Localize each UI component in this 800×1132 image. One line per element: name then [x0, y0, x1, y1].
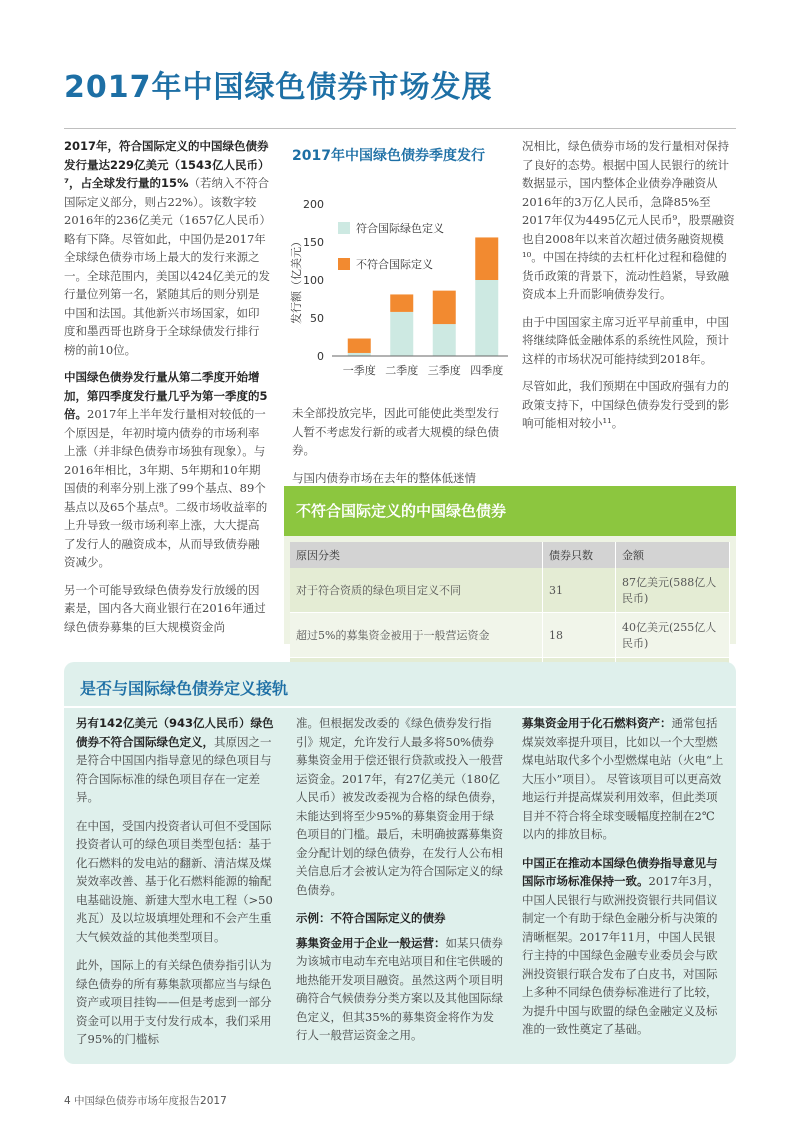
x-tick-label: 四季度	[470, 364, 504, 377]
left-paragraph-3: 另一个可能导致绿色债券发行放缓的因素是，国内各大商业银行在2016年通过绿色债券募集的巨大规模资金尚	[64, 582, 266, 634]
table-cell-reason: 超过5%的募集资金被用于一般营运资金	[290, 613, 543, 658]
chart-title: 2017年中国绿色债券季度发行	[292, 148, 485, 164]
bar-compliant	[390, 312, 413, 356]
sidebar-c3-text-1: 通常包括煤炭效率提升项目，比如以一个大型燃煤电站取代多个小型燃煤电站（火电“上大压小”项目）。 尽管该项目可以更高效地运行并提高煤炭利用效率，但此类项目并不符合将全球变暖幅度控制在2℃以内的排放目标。	[522, 716, 724, 841]
sidebar-c2-subheading: 示例：不符合国际定义的债券	[296, 911, 446, 925]
sidebar-c1-paragraph-1	[76, 714, 276, 807]
sidebar-column-3	[522, 714, 726, 1049]
report-name: 中国绿色债券市场年度报告2017	[74, 1095, 227, 1107]
table-header-reason: 原因分类	[290, 542, 543, 568]
sidebar-c2-paragraph-2	[296, 934, 504, 1045]
sidebar-c3-paragraph-1	[522, 714, 726, 844]
table-header-amount: 金额	[616, 542, 730, 568]
sidebar-divider	[64, 706, 736, 708]
x-tick-label: 一季度	[342, 364, 376, 377]
table-cell-reason: 对于符合资质的绿色项目定义不同	[290, 568, 543, 613]
x-tick-label: 二季度	[385, 364, 419, 377]
table-title: 不符合国际定义的中国绿色债券	[284, 486, 736, 536]
sidebar-column-1	[76, 714, 276, 1059]
sidebar-c1-text: 其原因之一是符合中国国内指导意见的绿色项目与符合国际标准的绿色项目存在一定差异。	[76, 734, 272, 804]
chart-area	[286, 190, 516, 390]
sidebar-c2-text: 如某只债券为该城市电动车充电站项目和住宅供暖的地热能开发项目融资。虽然这两个项目明确符合气候债券分类方案以及其他国际绿色定义，但其35%的募集资金将作为发行人一般营运资金之用。	[296, 935, 503, 1042]
table-row	[290, 613, 730, 658]
table-header-count: 债券只数	[543, 542, 616, 568]
bar-compliant	[475, 280, 498, 356]
quarterly-issuance-chart	[286, 190, 516, 390]
right-column	[522, 137, 736, 442]
sidebar-c2-paragraph-1: 准。但根据发改委的《绿色债券发行指引》规定，允许发行人最多将50%债券募集资金用于偿还银行贷款或投入一般营运资金。2017年，有27亿美元（180亿人民币）被发改委视为合格的绿色债券，未能达到将至少95%的募集资金用于绿色项目的门槛。最后，未明确披露募集资金分配计划的绿色债券，在发行人公布相关信息后才会被认定为符合国际定义的绿色债券。	[296, 716, 503, 897]
alignment-sidebar	[64, 662, 736, 1064]
right-paragraph-1: 况相比，绿色债券市场的发行量相对保持了良好的态势。根据中国人民银行的统计数据显示，国内整体企业债券净融资从2016年的3万亿人民币，急降85%至2017年仅为4495亿元人民币⁹，股票融资也自2008年以来首次超过债务融资规模¹⁰。中国在持续的去杠杆化过程和稳健的货币政策的背景下，流动性趋紧，导致融资成本上升而影响债券发行。	[522, 139, 735, 301]
y-axis-label: 发行额（亿美元）	[290, 236, 303, 324]
table-cell-amount: 87亿美元(588亿人民币)	[616, 568, 730, 613]
sidebar-c1-paragraph-2: 在中国，受国内投资者认可但不受国际投资者认可的绿色项目类型包括：基于化石燃料的发电站的翻新、清洁煤及煤炭效率改善、基于化石燃料能源的输配电基础设施、新建大型水电工程（>50兆瓦）及以垃圾填埋处理和不会产生重大气候效益的其他类型项目。	[76, 818, 273, 944]
legend-swatch	[338, 258, 350, 270]
page-title: 2017年中国绿色债券市场发展	[64, 70, 493, 105]
sidebar-c3-paragraph-2	[522, 854, 726, 1039]
sidebar-c1-paragraph-3: 此外，国际上的有关绿色债券指引认为绿色债券的所有募集款项都应当与绿色资产或项目挂钩——但是考虑到一部分资金可以用于支付发行成本，我们采用了95%的门槛标	[76, 958, 272, 1046]
table-row	[290, 568, 730, 613]
y-tick-label: 50	[310, 312, 324, 325]
left-p1-text: （若纳入不符合国际定义部分，则占22%）。该数字较2016年的236亿美元（1657亿人民币）略有下降。尽管如此，中国仍是2017年全球绿色债券市场上最大的发行来源之一。全球范围内，美国以424亿美元的发行量位列第一名，紧随其后的则分别是中国和法国。其他新兴市场国家，如印度和墨西哥也跻身于全球绿债发行排行榜的前10位。	[64, 176, 270, 357]
sidebar-c3-text-2: 2017年3月，中国人民银行与欧洲投资银行共同倡议制定一个有助于绿色金融分析与决策的清晰框架。2017年11月，中国人民银行主持的中国绿色金融专业委员会与欧洲投资银行联合发布了白皮书，对国际上多种不同绿色债券标准进行了比较，为提升中国与欧盟的绿色金融定义及标准的一致性奠定了基础。	[522, 874, 720, 1036]
table-header-row	[290, 542, 730, 568]
sidebar-c2-lead: 募集资金用于企业一般运营：	[296, 935, 446, 950]
sidebar-title: 是否与国际绿色债券定义接轨	[80, 679, 289, 698]
legend-label: 符合国际绿色定义	[356, 222, 444, 235]
left-p2-text: 2017年上半年发行量相对较低的一个原因是，年初时境内债券的市场利率上涨（并非绿色债券市场独有现象）。与2016年相比，3年期、5年期和10年期国债的利率分别上涨了99个基点、89个基点以及65个基点⁸。二级市场收益率的上升导致一级市场利率上涨，大大提高了发行人的融资成本，从而导致债券融资减少。	[64, 407, 268, 569]
right-paragraph-3: 尽管如此，我们预期在中国政府强有力的政策支持下，中国绿色债券发行受到的影响可能相对较小¹¹。	[522, 379, 729, 430]
y-tick-label: 100	[303, 274, 324, 287]
title-divider	[64, 128, 736, 129]
legend-swatch	[338, 222, 350, 234]
middle-paragraph-1: 未全部投放完毕，因此可能使此类型发行人暂不考虑发行新的或者大规模的绿色债券。	[292, 406, 499, 457]
y-tick-label: 0	[317, 350, 324, 363]
table-cell-amount: 40亿美元(255亿人民币)	[616, 613, 730, 658]
bar-non-compliant	[348, 339, 371, 353]
table-cell-count: 18	[543, 613, 616, 658]
bar-non-compliant	[390, 294, 413, 311]
left-paragraph-2	[64, 368, 270, 572]
left-paragraph-1	[64, 137, 270, 359]
x-tick-label: 三季度	[427, 364, 461, 377]
bar-compliant	[433, 324, 456, 356]
bar-non-compliant	[433, 291, 456, 324]
legend-label: 不符合国际定义	[356, 258, 433, 271]
middle-column	[292, 404, 502, 496]
table-cell-count: 31	[543, 568, 616, 613]
page-footer	[64, 1093, 227, 1108]
sidebar-c3-lead-1: 募集资金用于化石燃料资产：	[522, 716, 672, 730]
sidebar-c1-lead: 另有142亿美元（943亿人民币）绿色债券不符合国际绿色定义，	[76, 716, 274, 749]
left-p2-lead: 中国绿色债券发行量从第二季度开始增加，第四季度发行量几乎为第一季度的5倍。	[64, 370, 268, 421]
left-column	[64, 137, 270, 645]
page-number: 4	[64, 1095, 71, 1107]
non-compliant-bonds-box	[284, 486, 736, 650]
y-tick-label: 200	[303, 198, 324, 211]
sidebar-column-2	[296, 714, 504, 1055]
sidebar-c3-lead-2: 中国正在推动本国绿色债券指导意见与国际市场标准保持一致。	[522, 855, 718, 888]
y-tick-label: 150	[303, 236, 324, 249]
right-paragraph-2: 由于中国国家主席习近平早前重申，中国将继续降低金融体系的系统性风险，预计这样的市场状况可能持续到2018年。	[522, 314, 729, 366]
middle-paragraph-2: 与国内债券市场在去年的整体低迷情	[292, 470, 476, 485]
left-p1-lead: 2017年，符合国际定义的中国绿色债券发行量达229亿美元（1543亿人民币）⁷，占全球发行量的15%	[64, 139, 270, 190]
bar-non-compliant	[475, 237, 498, 280]
